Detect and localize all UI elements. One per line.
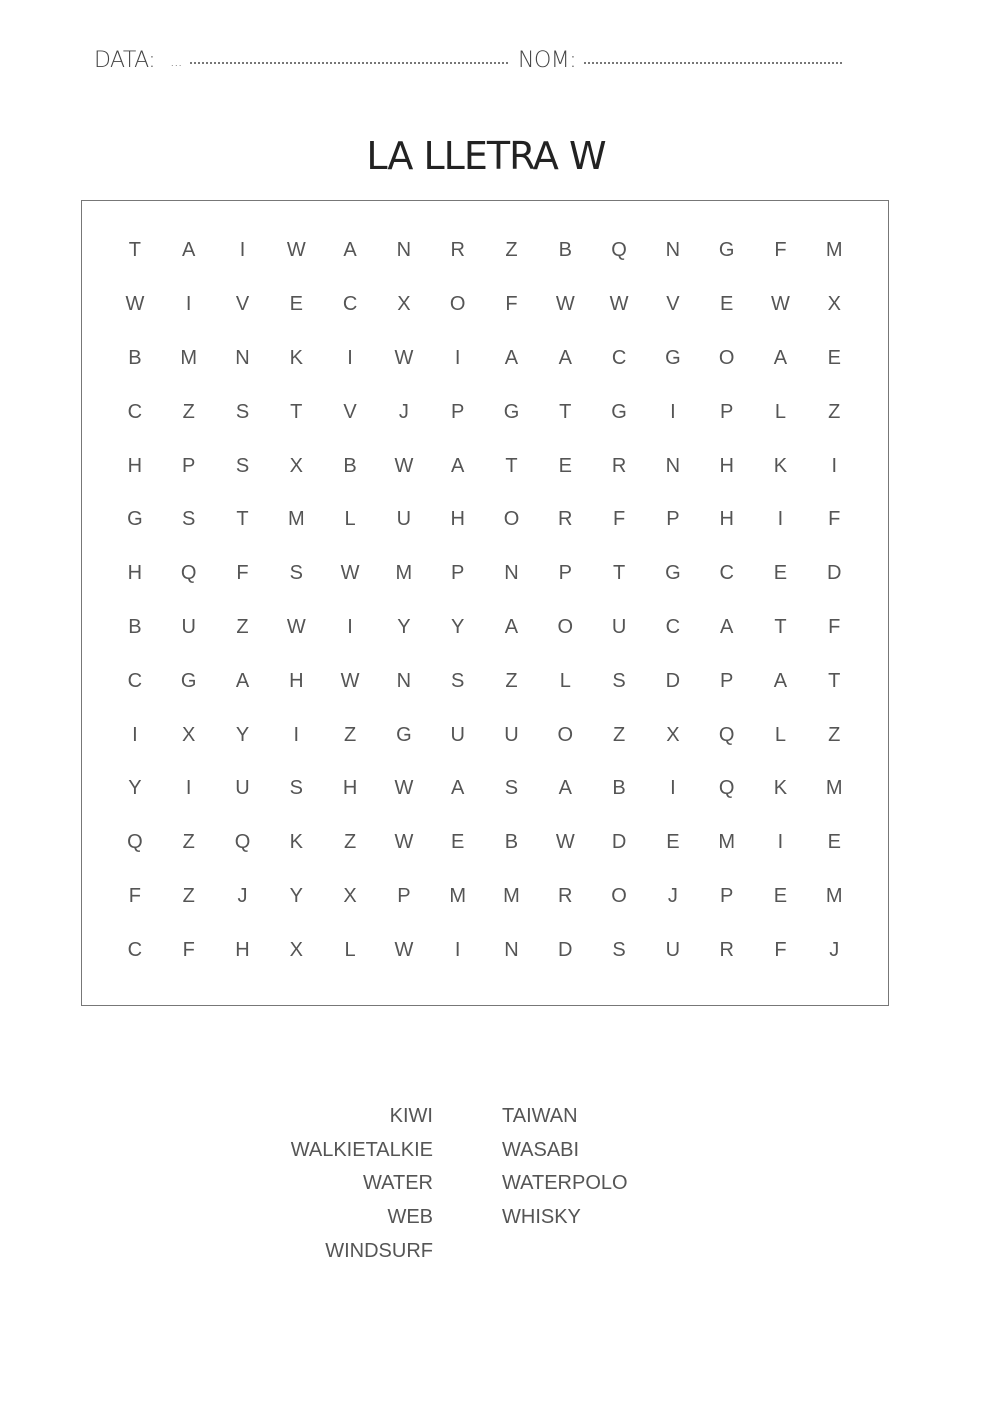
- grid-letter[interactable]: H: [342, 777, 358, 800]
- grid-letter[interactable]: I: [670, 777, 676, 800]
- grid-letter[interactable]: J: [829, 938, 840, 961]
- grid-letter[interactable]: D: [611, 831, 627, 854]
- grid-letter[interactable]: I: [347, 615, 353, 638]
- grid-letter[interactable]: Y: [289, 884, 303, 907]
- grid-letter[interactable]: T: [559, 400, 572, 423]
- grid-letter[interactable]: I: [831, 454, 838, 477]
- grid-letter[interactable]: Z: [828, 723, 841, 746]
- grid-letter[interactable]: I: [293, 723, 300, 746]
- grid-letter[interactable]: Q: [180, 562, 197, 585]
- grid-letter[interactable]: I: [670, 400, 676, 423]
- grid-letter[interactable]: Z: [182, 831, 195, 854]
- grid-letter[interactable]: G: [127, 508, 143, 531]
- grid-letter[interactable]: O: [503, 508, 520, 531]
- grid-letter[interactable]: C: [342, 293, 358, 316]
- grid-letter[interactable]: Z: [236, 615, 249, 638]
- grid-letter[interactable]: G: [180, 669, 197, 692]
- grid-letter[interactable]: Q: [718, 723, 735, 746]
- grid-letter[interactable]: A: [558, 777, 572, 800]
- grid-letter[interactable]: S: [504, 777, 519, 800]
- grid-letter[interactable]: T: [236, 508, 249, 531]
- grid-letter[interactable]: Q: [234, 831, 251, 854]
- word-list-item: TAIWAN: [502, 1105, 578, 1127]
- grid-letter[interactable]: Z: [182, 884, 195, 907]
- grid-letter[interactable]: M: [287, 508, 305, 531]
- grid-letter[interactable]: E: [451, 831, 465, 854]
- grid-letter[interactable]: E: [719, 293, 734, 316]
- grid-letter[interactable]: H: [719, 508, 734, 531]
- grid-letter[interactable]: I: [454, 938, 461, 961]
- grid-letter[interactable]: Q: [127, 831, 143, 854]
- grid-letter[interactable]: W: [286, 615, 306, 638]
- grid-letter[interactable]: R: [450, 239, 465, 262]
- grid-letter[interactable]: F: [612, 508, 626, 531]
- grid-letter[interactable]: P: [182, 454, 196, 477]
- grid-letter[interactable]: U: [396, 508, 412, 531]
- grid-letter[interactable]: C: [665, 615, 681, 638]
- grid-letter[interactable]: S: [612, 938, 626, 961]
- grid-letter[interactable]: J: [237, 884, 248, 907]
- grid-letter[interactable]: G: [503, 400, 520, 423]
- grid-letter[interactable]: U: [611, 615, 627, 638]
- grid-letter[interactable]: L: [559, 669, 571, 692]
- grid-letter[interactable]: Y: [397, 615, 411, 638]
- grid-letter[interactable]: J: [667, 884, 678, 907]
- grid-letter[interactable]: T: [828, 669, 841, 692]
- date-field[interactable]: [190, 62, 508, 64]
- grid-letter[interactable]: F: [182, 938, 195, 961]
- grid-letter[interactable]: P: [397, 884, 411, 907]
- grid-letter[interactable]: C: [127, 400, 143, 423]
- grid-letter[interactable]: Z: [828, 400, 841, 423]
- grid-letter[interactable]: Z: [612, 723, 626, 746]
- grid-letter[interactable]: X: [289, 938, 303, 961]
- grid-letter[interactable]: X: [289, 454, 303, 477]
- grid-letter[interactable]: Z: [505, 669, 518, 692]
- grid-letter[interactable]: O: [557, 723, 574, 746]
- grid-letter[interactable]: I: [347, 346, 353, 369]
- grid-letter[interactable]: E: [827, 831, 841, 854]
- header-fields: [94, 48, 854, 82]
- grid-letter[interactable]: O: [611, 884, 627, 907]
- grid-letter[interactable]: S: [289, 562, 303, 585]
- word-list-item: WASABI: [502, 1138, 580, 1161]
- grid-letter[interactable]: G: [611, 400, 627, 423]
- grid-letter[interactable]: T: [505, 454, 518, 477]
- grid-letter[interactable]: J: [398, 400, 409, 423]
- word-list-item: WINDSURF: [325, 1239, 433, 1262]
- grid-letter[interactable]: G: [718, 239, 735, 262]
- grid-letter[interactable]: I: [185, 293, 192, 316]
- grid-letter[interactable]: L: [774, 723, 787, 746]
- grid-letter[interactable]: X: [182, 723, 196, 746]
- grid-letter[interactable]: H: [235, 938, 250, 961]
- grid-letter[interactable]: X: [666, 723, 680, 746]
- grid-letter[interactable]: W: [555, 293, 575, 316]
- grid-letter[interactable]: V: [343, 400, 357, 423]
- date-label: DATA:: [94, 48, 156, 73]
- grid-letter[interactable]: R: [558, 884, 573, 907]
- grid-letter[interactable]: A: [451, 777, 465, 800]
- grid-letter[interactable]: K: [289, 346, 303, 369]
- grid-letter[interactable]: U: [504, 723, 519, 746]
- grid-letter[interactable]: K: [773, 454, 788, 477]
- grid-letter[interactable]: P: [719, 884, 734, 907]
- word-list-item: WATERPOLO: [502, 1172, 628, 1195]
- grid-letter[interactable]: T: [774, 615, 787, 638]
- grid-letter[interactable]: I: [185, 777, 192, 800]
- name-label: NOM:: [518, 48, 577, 73]
- word-search-grid: [108, 224, 861, 977]
- grid-letter[interactable]: L: [344, 938, 356, 961]
- grid-letter[interactable]: I: [239, 239, 246, 262]
- grid-letter[interactable]: C: [611, 346, 627, 369]
- word-list-item: WATER: [363, 1172, 433, 1195]
- grid-letter[interactable]: B: [558, 239, 572, 262]
- grid-letter[interactable]: G: [396, 723, 412, 746]
- grid-letter[interactable]: X: [343, 884, 357, 907]
- grid-letter[interactable]: C: [719, 562, 734, 585]
- grid-letter[interactable]: W: [394, 777, 414, 800]
- grid-letter[interactable]: W: [125, 293, 145, 316]
- date-lead: ...: [170, 54, 182, 70]
- grid-letter[interactable]: E: [773, 884, 788, 907]
- grid-letter[interactable]: F: [236, 562, 249, 585]
- grid-letter[interactable]: A: [504, 346, 519, 369]
- grid-letter[interactable]: O: [718, 346, 735, 369]
- grid-letter[interactable]: A: [504, 615, 519, 638]
- word-list-right: [502, 1100, 628, 1235]
- grid-letter[interactable]: V: [235, 293, 250, 316]
- grid-letter[interactable]: W: [609, 293, 629, 316]
- grid-letter[interactable]: N: [504, 562, 519, 585]
- grid-letter[interactable]: B: [504, 831, 519, 854]
- grid-letter[interactable]: T: [290, 400, 303, 423]
- grid-letter[interactable]: I: [777, 831, 784, 854]
- grid-letter[interactable]: Y: [235, 723, 250, 746]
- grid-letter[interactable]: W: [771, 293, 790, 316]
- grid-letter[interactable]: P: [451, 400, 465, 423]
- grid-letter[interactable]: F: [505, 293, 518, 316]
- grid-letter[interactable]: M: [503, 884, 520, 907]
- grid-letter[interactable]: S: [451, 669, 465, 692]
- grid-letter[interactable]: A: [451, 454, 465, 477]
- grid-letter[interactable]: H: [719, 454, 734, 477]
- grid-letter[interactable]: I: [132, 723, 138, 746]
- grid-letter[interactable]: F: [774, 239, 787, 262]
- grid-letter[interactable]: O: [557, 615, 574, 638]
- grid-letter[interactable]: B: [612, 777, 626, 800]
- grid-letter[interactable]: A: [235, 669, 250, 692]
- grid-letter[interactable]: N: [504, 938, 519, 961]
- grid-letter[interactable]: V: [666, 293, 680, 316]
- grid-letter[interactable]: K: [773, 777, 788, 800]
- grid-letter[interactable]: H: [127, 562, 143, 585]
- grid-letter[interactable]: S: [289, 777, 303, 800]
- grid-letter[interactable]: P: [451, 562, 465, 585]
- grid-letter[interactable]: I: [777, 508, 784, 531]
- grid-letter[interactable]: B: [343, 454, 357, 477]
- grid-letter[interactable]: I: [454, 346, 461, 369]
- grid-letter[interactable]: X: [827, 293, 841, 316]
- grid-letter[interactable]: A: [773, 669, 788, 692]
- grid-letter[interactable]: Z: [182, 400, 195, 423]
- grid-letter[interactable]: M: [449, 884, 467, 907]
- grid-letter[interactable]: E: [773, 562, 788, 585]
- grid-letter[interactable]: L: [344, 508, 356, 531]
- grid-letter[interactable]: S: [612, 669, 626, 692]
- grid-letter[interactable]: T: [128, 239, 141, 262]
- grid-letter[interactable]: U: [450, 723, 465, 746]
- grid-letter[interactable]: M: [825, 239, 843, 262]
- grid-letter[interactable]: N: [665, 239, 681, 262]
- grid-letter[interactable]: T: [612, 562, 626, 585]
- grid-letter[interactable]: D: [558, 938, 573, 961]
- grid-letter[interactable]: K: [289, 831, 303, 854]
- word-list-item: KIWI: [389, 1105, 433, 1127]
- word-list-item: WEB: [387, 1206, 433, 1229]
- grid-letter[interactable]: S: [235, 400, 250, 423]
- name-field[interactable]: [584, 62, 842, 64]
- grid-letter[interactable]: P: [666, 508, 680, 531]
- word-list-item: WHISKY: [502, 1206, 581, 1229]
- grid-letter[interactable]: P: [558, 562, 572, 585]
- grid-letter[interactable]: U: [665, 938, 681, 961]
- grid-letter[interactable]: R: [719, 938, 734, 961]
- grid-letter[interactable]: E: [827, 346, 841, 369]
- grid-letter[interactable]: W: [394, 346, 414, 369]
- grid-letter[interactable]: Z: [343, 723, 357, 746]
- grid-letter[interactable]: G: [665, 346, 681, 369]
- grid-letter[interactable]: W: [394, 831, 414, 854]
- grid-letter[interactable]: F: [774, 938, 787, 961]
- grid-letter[interactable]: Y: [128, 777, 142, 800]
- grid-letter[interactable]: N: [665, 454, 681, 477]
- grid-letter[interactable]: L: [774, 400, 787, 423]
- grid-letter[interactable]: A: [773, 346, 788, 369]
- grid-letter[interactable]: Q: [718, 777, 735, 800]
- grid-letter[interactable]: W: [394, 938, 414, 961]
- grid-letter[interactable]: E: [666, 831, 680, 854]
- grid-letter[interactable]: Y: [451, 615, 465, 638]
- grid-letter[interactable]: N: [235, 346, 250, 369]
- grid-letter[interactable]: A: [719, 615, 734, 638]
- grid-letter[interactable]: M: [825, 777, 843, 800]
- grid-letter[interactable]: R: [558, 508, 573, 531]
- grid-letter[interactable]: M: [825, 884, 843, 907]
- grid-letter[interactable]: A: [343, 239, 357, 262]
- grid-letter[interactable]: H: [450, 508, 465, 531]
- grid-letter[interactable]: E: [558, 454, 572, 477]
- grid-letter[interactable]: B: [128, 615, 142, 638]
- grid-letter[interactable]: D: [827, 562, 842, 585]
- grid-letter[interactable]: Q: [611, 239, 627, 262]
- grid-letter[interactable]: U: [235, 777, 250, 800]
- grid-letter[interactable]: Z: [343, 831, 357, 854]
- page-title: LA LLETRA W: [366, 134, 606, 178]
- grid-letter[interactable]: S: [182, 508, 196, 531]
- grid-letter[interactable]: C: [127, 938, 143, 961]
- grid-letter[interactable]: C: [127, 669, 143, 692]
- grid-letter[interactable]: A: [182, 239, 196, 262]
- grid-letter[interactable]: Z: [505, 239, 518, 262]
- grid-letter[interactable]: W: [340, 562, 360, 585]
- grid-letter[interactable]: B: [128, 346, 142, 369]
- grid-letter[interactable]: X: [397, 293, 411, 316]
- grid-letter[interactable]: O: [449, 293, 466, 316]
- grid-letter[interactable]: N: [396, 669, 412, 692]
- grid-letter[interactable]: W: [340, 669, 360, 692]
- grid-letter[interactable]: E: [289, 293, 303, 316]
- grid-letter[interactable]: U: [181, 615, 196, 638]
- grid-letter[interactable]: M: [718, 831, 735, 854]
- grid-letter[interactable]: F: [128, 884, 141, 907]
- grid-letter[interactable]: R: [611, 454, 627, 477]
- word-list-left: [291, 1100, 433, 1268]
- grid-letter[interactable]: W: [555, 831, 575, 854]
- grid-letter[interactable]: A: [558, 346, 572, 369]
- grid-letter[interactable]: N: [396, 239, 412, 262]
- grid-letter[interactable]: H: [127, 454, 143, 477]
- grid-letter[interactable]: W: [286, 239, 306, 262]
- grid-letter[interactable]: P: [719, 669, 734, 692]
- grid-letter[interactable]: P: [719, 400, 734, 423]
- grid-letter[interactable]: W: [394, 454, 414, 477]
- word-list-item: WALKIETALKIE: [290, 1138, 433, 1161]
- grid-letter[interactable]: M: [180, 346, 198, 369]
- grid-letter[interactable]: F: [828, 615, 841, 638]
- grid-letter[interactable]: M: [395, 562, 413, 585]
- grid-letter[interactable]: H: [289, 669, 304, 692]
- grid-letter[interactable]: S: [235, 454, 250, 477]
- grid-letter[interactable]: F: [828, 508, 841, 531]
- grid-letter[interactable]: G: [665, 562, 681, 585]
- grid-letter[interactable]: D: [665, 669, 681, 692]
